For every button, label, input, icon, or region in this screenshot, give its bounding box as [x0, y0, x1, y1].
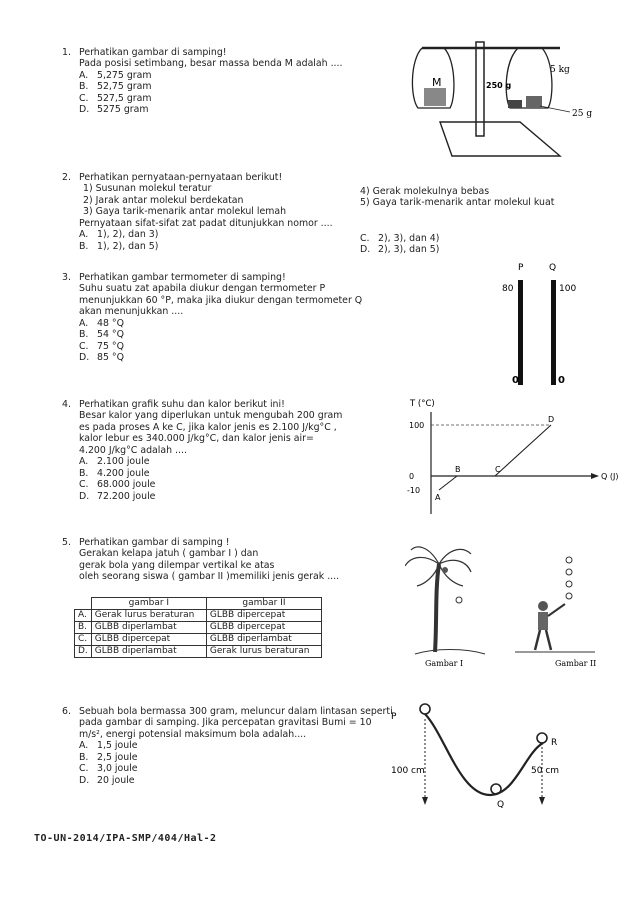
p-top-value: 80: [502, 284, 514, 294]
track-figure: [385, 695, 585, 820]
q5-option-d[interactable]: D. GLBB diperlambat Gerak lurus beraturan: [75, 646, 322, 658]
balance-figure: [400, 38, 600, 158]
q4-number: 4.: [62, 399, 71, 410]
q2-option-c[interactable]: C. 2), 3), dan 4): [360, 233, 440, 244]
ball-at-q: [491, 784, 501, 794]
graph-y-100: 100: [409, 421, 425, 430]
q6-option-a[interactable]: A. 1,5 joule: [79, 740, 138, 752]
height-50cm: 50 cm: [531, 766, 560, 776]
q5-option-b[interactable]: B. GLBB diperlambat GLBB dipercepat: [75, 622, 322, 634]
q4-line: Besar kalor yang diperlukan untuk mengubah 200 gram: [79, 410, 343, 422]
q3-line: Suhu suatu zat apabila diukur dengan termometer P: [79, 283, 326, 295]
thermometer-p: [518, 280, 523, 385]
q4-option-a[interactable]: A. 2.100 joule: [79, 456, 150, 468]
weight-250g: 250 g: [486, 81, 512, 90]
q5-line: Perhatikan gambar di samping !: [79, 537, 230, 548]
thermometer-q-label: Q: [549, 263, 557, 273]
q1-line: Perhatikan gambar di samping!: [79, 47, 227, 58]
heating-graph: [395, 392, 620, 522]
q1-option-b[interactable]: B. 52,75 gram: [79, 81, 152, 93]
q3-option-b[interactable]: B. 54 °Q: [79, 329, 124, 341]
q2-question: Pernyataan sifat-sifat zat padat ditunjukkan nomor ....: [79, 217, 333, 229]
point-a: A: [435, 493, 441, 502]
q6-option-b[interactable]: B. 2,5 joule: [79, 751, 138, 763]
point-d: D: [548, 415, 555, 424]
question-1: [62, 47, 343, 116]
q5-line: gerak bola yang dilempar vertikal ke atas: [79, 559, 275, 571]
q6-option-d[interactable]: D. 20 joule: [79, 774, 135, 786]
q2-intro: Perhatikan pernyataan-pernyataan berikut!: [79, 172, 283, 183]
q1-option-a[interactable]: A. 5,275 gram: [79, 69, 152, 81]
graph-x-axis-label: Q (J): [601, 472, 619, 481]
q2-statement-2: 2) Jarak antar molekul berdekatan: [83, 194, 244, 206]
p-bottom-value: 0: [512, 375, 519, 386]
point-c: C: [495, 465, 501, 474]
q1-option-d[interactable]: D. 5275 gram: [79, 104, 149, 116]
q2-option-b[interactable]: B. 1), 2), dan 5): [79, 240, 159, 252]
q3-option-c[interactable]: C. 75 °Q: [79, 340, 124, 352]
q4-line: Perhatikan grafik suhu dan kalor berikut ini!: [79, 399, 285, 410]
q4-line: kalor lebur es 340.000 J/kg°C, dan kalor jenis air=: [79, 433, 314, 445]
q3-option-a[interactable]: A. 48 °Q: [79, 317, 124, 329]
q3-line: menunjukkan 60 °P, maka jika diukur dengan termometer Q: [79, 294, 363, 306]
q2-statement-1: 1) Susunan molekul teratur: [83, 183, 212, 195]
q3-option-d[interactable]: D. 85 °Q: [79, 352, 124, 364]
heating-curve: [439, 425, 551, 490]
q2-statement-3: 3) Gaya tarik-menarik antar molekul lemah: [83, 206, 287, 218]
graph-y-axis-label: T (°C): [410, 399, 435, 409]
thermometer-p-label: P: [518, 263, 524, 273]
q1-line: Pada posisi setimbang, besar massa benda M adalah ....: [79, 58, 343, 70]
page-footer: TO-UN-2014/IPA-SMP/404/Hal-2: [34, 833, 217, 844]
q4-option-d[interactable]: D. 72.200 joule: [79, 490, 156, 502]
q5-line: Gerakan kelapa jatuh ( gambar I ) dan: [79, 548, 259, 560]
q5-number: 5.: [62, 537, 71, 548]
header-gambar-2: gambar II: [206, 598, 321, 610]
weight-5kg: 5 kg: [550, 65, 570, 75]
q5-option-a[interactable]: A. Gerak lurus beraturan GLBB dipercepat: [75, 610, 322, 622]
q1-option-c[interactable]: C. 527,5 gram: [79, 92, 152, 104]
q-bottom-value: 0: [558, 375, 565, 386]
point-r-label: R: [551, 738, 558, 748]
q-top-value: 100: [559, 284, 577, 294]
q6-number: 6.: [62, 706, 71, 717]
caption-gambar-1: Gambar I: [425, 659, 464, 668]
q5-line: oleh seorang siswa ( gambar II )memiliki jenis gerak ....: [79, 571, 340, 583]
q6-line: Sebuah bola bermassa 300 gram, meluncur dalam lintasan seperti: [79, 706, 393, 717]
q4-option-b[interactable]: B. 4.200 joule: [79, 467, 150, 479]
point-b: B: [455, 465, 461, 474]
q6-line: pada gambar di samping. Jika percepatan gravitasi Bumi = 10: [79, 717, 372, 729]
question-3: [62, 272, 362, 364]
palm-tree-illustration: [405, 547, 485, 654]
question-5: [62, 537, 339, 583]
q6-line: m/s², energi potensial maksimum bola adalah....: [79, 728, 307, 740]
q1-number: 1.: [62, 47, 71, 58]
q4-line: es pada proses A ke C, jika kalor jenis es 2.100 J/kg°C ,: [79, 421, 337, 433]
q3-number: 3.: [62, 272, 71, 283]
table-header-row: [75, 598, 322, 610]
q2-right-statements: [360, 186, 554, 209]
graph-y-0: 0: [409, 472, 415, 481]
q5-answer-table: [74, 597, 322, 658]
q4-line: 4.200 J/kg°C adalah ....: [79, 444, 187, 456]
q3-line: akan menunjukkan ....: [79, 306, 184, 318]
point-q-label: Q: [497, 800, 505, 810]
question-4: [62, 399, 342, 502]
m-label: M: [432, 76, 442, 89]
ball-at-p: [420, 704, 430, 714]
q2-option-d[interactable]: D. 2), 3), dan 5): [360, 244, 440, 256]
point-p-label: P: [391, 712, 397, 722]
q2-statement-4: 4) Gerak molekulnya bebas: [360, 186, 490, 197]
thermometer-figure: [495, 258, 580, 388]
height-100cm: 100 cm: [391, 766, 425, 776]
q2-statement-5: 5) Gaya tarik-menarik antar molekul kuat: [360, 197, 555, 209]
ball-at-r: [537, 733, 547, 743]
graph-y-minus10: -10: [407, 486, 421, 495]
q6-option-c[interactable]: C. 3,0 joule: [79, 763, 138, 775]
header-gambar-1: gambar I: [91, 598, 206, 610]
q2-option-a[interactable]: A. 1), 2), dan 3): [79, 229, 159, 241]
q3-line: Perhatikan gambar termometer di samping!: [79, 272, 286, 283]
q2-number: 2.: [62, 172, 71, 183]
thermometer-q: [551, 280, 556, 385]
question-2: [62, 172, 333, 252]
q4-option-c[interactable]: C. 68.000 joule: [79, 479, 156, 491]
student-illustration: [515, 557, 595, 652]
q5-option-c[interactable]: C. GLBB dipercepat GLBB diperlambat: [75, 634, 322, 646]
question-6: [62, 706, 393, 786]
track-curve: [425, 714, 543, 795]
q2-right-options: [360, 233, 439, 256]
weight-25g: 25 g: [572, 109, 593, 119]
caption-gambar-2: Gambar II: [555, 659, 597, 668]
coconut-and-ball-figure: [405, 540, 605, 670]
